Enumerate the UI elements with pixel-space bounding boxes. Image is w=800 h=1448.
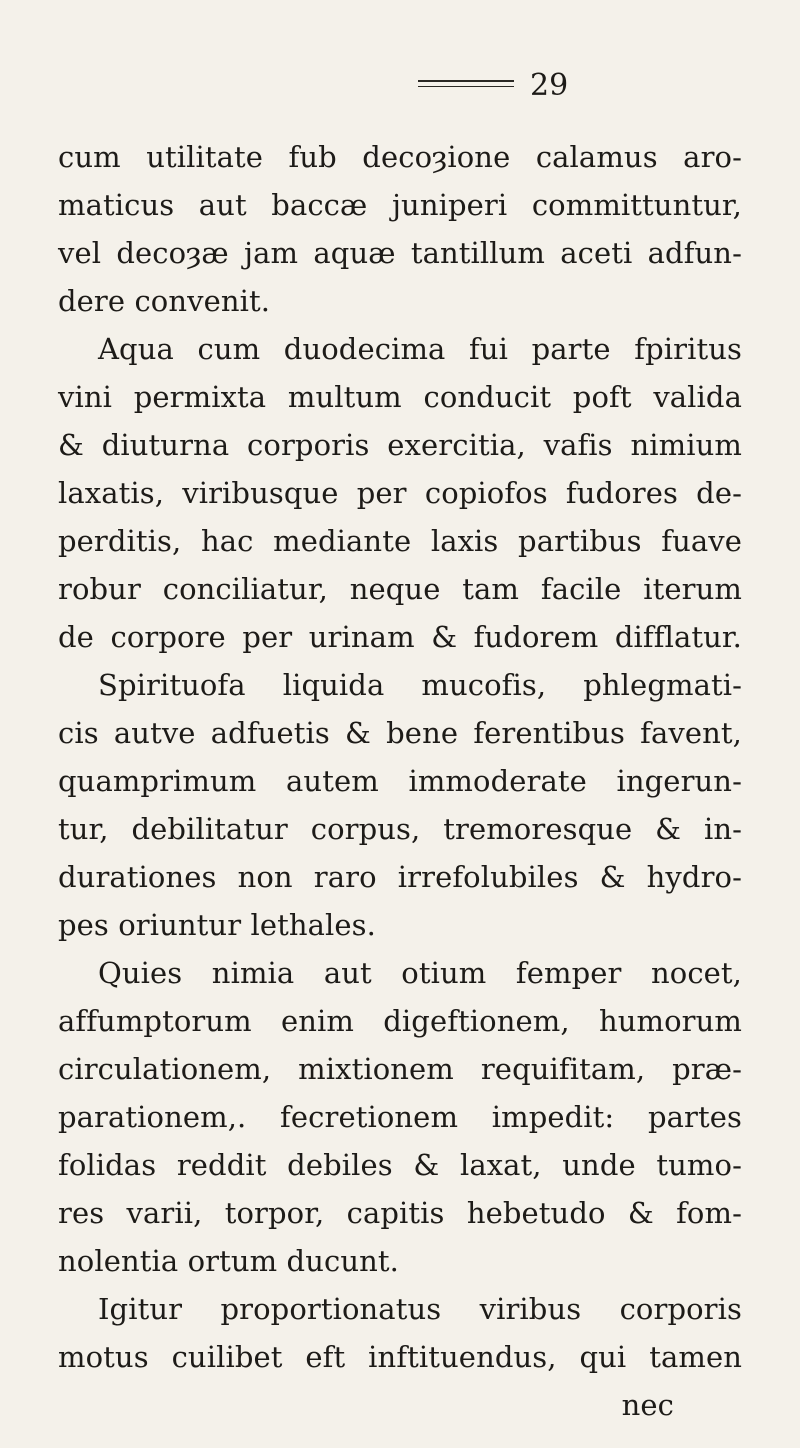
text-line: perditis, hac mediante laxis partibus fuave: [58, 524, 742, 558]
text-line: Aqua cum duodecima fui parte fpiritus: [98, 332, 742, 366]
text-line: dere convenit.: [58, 284, 271, 318]
text-line: pes oriuntur lethales.: [58, 908, 376, 942]
text-line: parationem,. fecretionem impedit: partes: [58, 1100, 742, 1134]
header-rule-thin: [418, 86, 514, 87]
text-line: affumptorum enim digeftionem, humorum: [58, 1004, 742, 1038]
text-line: cis autve adfuetis & bene ferentibus favent,: [58, 716, 742, 750]
page-number: 29: [530, 68, 569, 103]
text-line: laxatis, viribusque per copiofos fudores de-: [58, 476, 742, 510]
text-line: folidas reddit debiles & laxat, unde tumo-: [58, 1148, 742, 1182]
body-text: [58, 133, 742, 1429]
catchword: nec: [621, 1388, 674, 1422]
text-line: motus cuilibet eft inftituendus, qui tamen: [58, 1340, 742, 1374]
text-line: res varii, torpor, capitis hebetudo & fom-: [58, 1196, 742, 1230]
text-line: quamprimum autem immoderate ingerun-: [58, 764, 742, 798]
text-line: robur conciliatur, neque tam facile iterum: [58, 572, 742, 606]
text-line: circulationem, mixtionem requifitam, præ-: [58, 1052, 742, 1086]
text-line: cum utilitate fub decoȝione calamus aro-: [58, 140, 742, 174]
text-line: nolentia ortum ducunt.: [58, 1244, 399, 1278]
text-line: maticus aut baccæ juniperi committuntur,: [58, 188, 742, 222]
text-line: vel decoȝæ jam aquæ tantillum aceti adfun-: [58, 236, 742, 270]
page-header: [0, 66, 800, 106]
text-line: Spirituofa liquida mucofis, phlegmati-: [98, 668, 742, 702]
text-line: Igitur proportionatus viribus corporis: [98, 1292, 742, 1326]
text-line: durationes non raro irrefolubiles & hydro-: [58, 860, 742, 894]
text-line: vini permixta multum conducit poft valida: [58, 380, 742, 414]
text-line: Quies nimia aut otium femper nocet,: [98, 956, 742, 990]
header-rule: [418, 80, 514, 82]
text-line: & diuturna corporis exercitia, vafis nimium: [58, 428, 742, 462]
text-line: de corpore per urinam & fudorem difflatur.: [58, 620, 742, 654]
text-line: tur, debilitatur corpus, tremoresque & in-: [58, 812, 742, 846]
